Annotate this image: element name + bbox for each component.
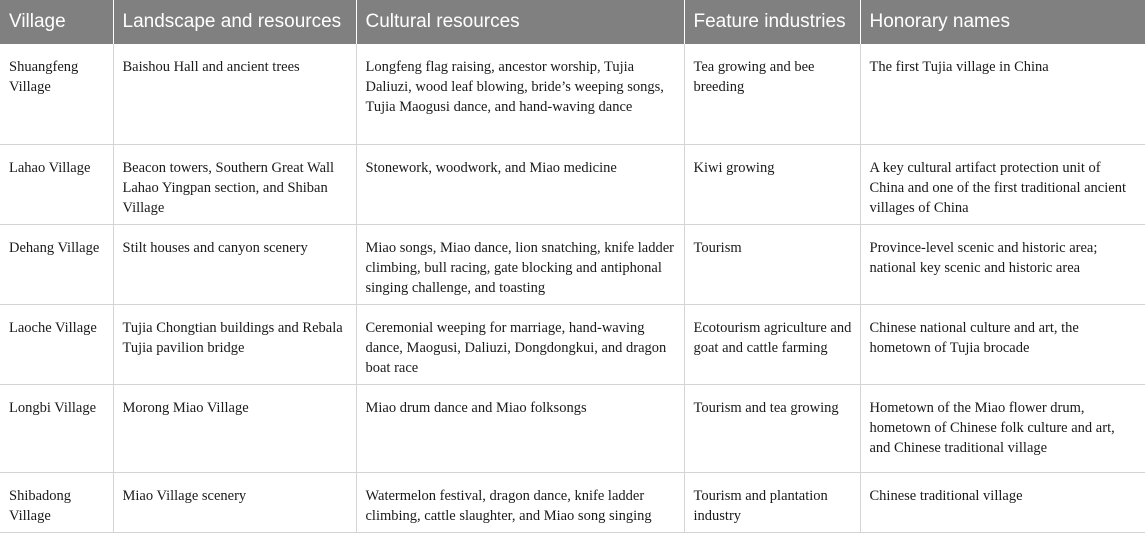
table-row (0, 144, 1145, 224)
cell-cultural: Stonework, woodwork, and Miao medicine (356, 144, 684, 224)
header-row (0, 0, 1145, 44)
table-row (0, 304, 1145, 384)
table-header (0, 0, 1145, 44)
cell-village: Shuangfeng Village (0, 44, 113, 144)
cell-cultural: Ceremonial weeping for marriage, hand-waving dance, Maogusi, Daliuzi, Dongdongkui, and dragon boat race (356, 304, 684, 384)
header-village: Village (0, 0, 113, 44)
header-honors: Honorary names (860, 0, 1145, 44)
cell-industries: Tourism (684, 224, 860, 304)
header-industries: Feature industries (684, 0, 860, 44)
cell-landscape: Miao Village scenery (113, 472, 356, 532)
cell-village: Shibadong Village (0, 472, 113, 532)
cell-honors: Chinese traditional village (860, 472, 1145, 532)
cell-landscape: Stilt houses and canyon scenery (113, 224, 356, 304)
cell-industries: Tea growing and bee breeding (684, 44, 860, 144)
cell-industries: Kiwi growing (684, 144, 860, 224)
header-landscape: Landscape and resources (113, 0, 356, 44)
cell-honors: The first Tujia village in China (860, 44, 1145, 144)
cell-village: Laoche Village (0, 304, 113, 384)
table-row (0, 472, 1145, 532)
table-row (0, 44, 1145, 144)
cell-landscape: Beacon towers, Southern Great Wall Lahao Yingpan section, and Shiban Village (113, 144, 356, 224)
cell-cultural: Miao songs, Miao dance, lion snatching, knife ladder climbing, bull racing, gate blocking and antiphonal singing challenge, and toasting (356, 224, 684, 304)
cell-landscape: Baishou Hall and ancient trees (113, 44, 356, 144)
cell-village: Lahao Village (0, 144, 113, 224)
header-cultural: Cultural resources (356, 0, 684, 44)
cell-industries: Tourism and tea growing (684, 384, 860, 472)
cell-landscape: Morong Miao Village (113, 384, 356, 472)
cell-honors: Province-level scenic and historic area; national key scenic and historic area (860, 224, 1145, 304)
cell-industries: Ecotourism agriculture and goat and cattle farming (684, 304, 860, 384)
table-row (0, 224, 1145, 304)
cell-cultural: Watermelon festival, dragon dance, knife ladder climbing, cattle slaughter, and Miao song singing (356, 472, 684, 532)
cell-cultural: Longfeng flag raising, ancestor worship, Tujia Daliuzi, wood leaf blowing, bride’s weeping songs, Tujia Maogusi dance, and hand-waving dance (356, 44, 684, 144)
cell-landscape: Tujia Chongtian buildings and Rebala Tujia pavilion bridge (113, 304, 356, 384)
cell-village: Dehang Village (0, 224, 113, 304)
cell-honors: Hometown of the Miao flower drum, hometown of Chinese folk culture and art, and Chinese traditional village (860, 384, 1145, 472)
table-body (0, 44, 1145, 532)
cell-cultural: Miao drum dance and Miao folksongs (356, 384, 684, 472)
cell-village: Longbi Village (0, 384, 113, 472)
cell-honors: Chinese national culture and art, the hometown of Tujia brocade (860, 304, 1145, 384)
table-row (0, 384, 1145, 472)
cell-honors: A key cultural artifact protection unit of China and one of the first traditional ancient villages of China (860, 144, 1145, 224)
cell-industries: Tourism and plantation industry (684, 472, 860, 532)
